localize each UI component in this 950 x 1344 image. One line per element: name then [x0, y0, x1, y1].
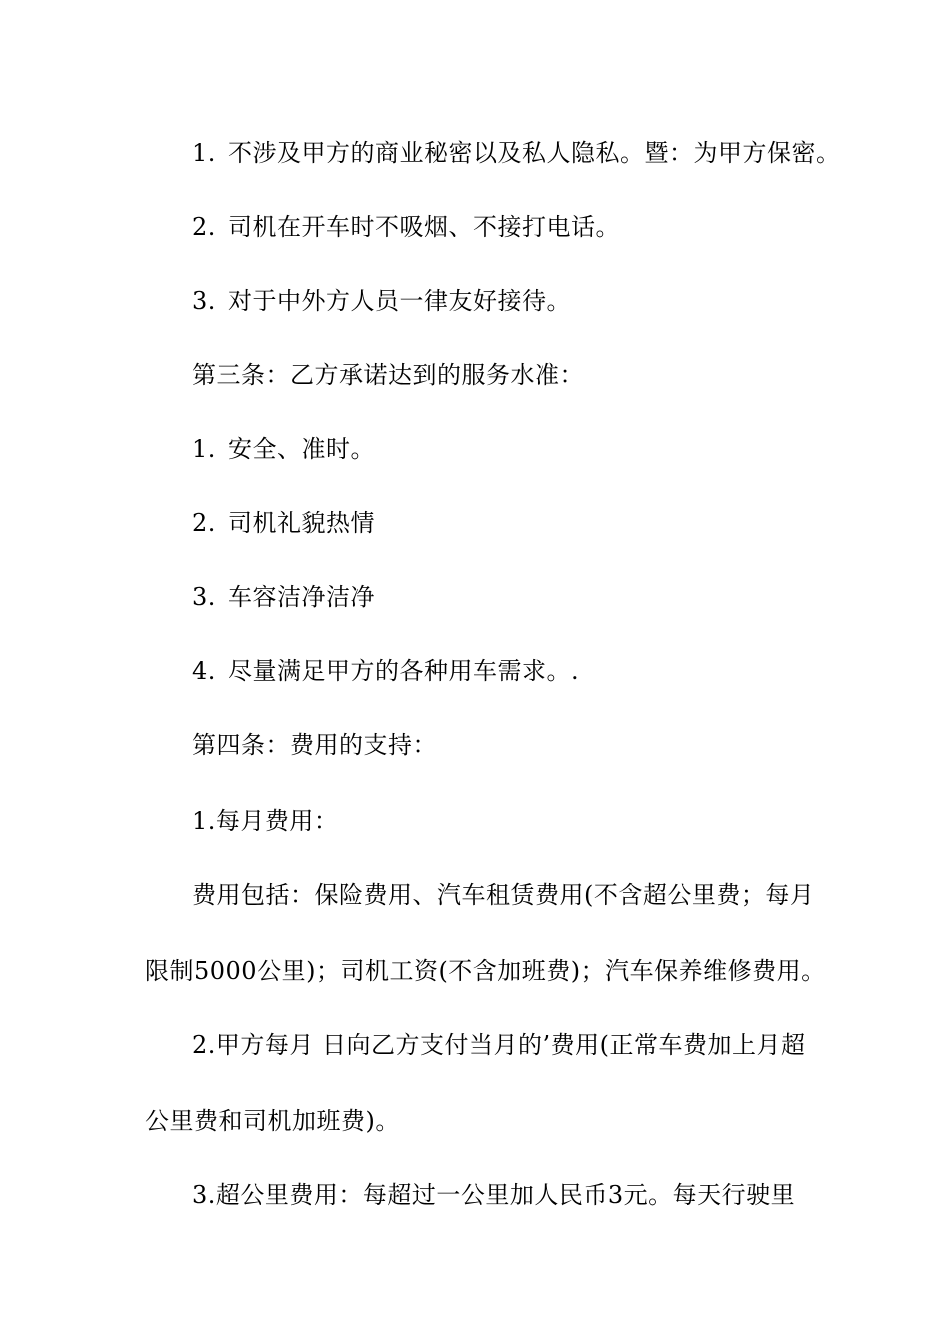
list-item-number: 1.: [192, 139, 216, 167]
list-item-number: 2.: [192, 509, 216, 537]
list-item: [192, 656, 579, 686]
section-heading: 第四条：费用的支持：: [192, 731, 437, 759]
subsection-heading: 1.每月费用：: [192, 807, 339, 835]
list-item: [192, 138, 841, 168]
list-item-number: 4.: [192, 657, 216, 685]
list-item: [192, 508, 375, 538]
list-item-text: 对于中外方人员一律友好接待。: [228, 287, 571, 315]
list-item-text: 车容洁净洁净: [228, 583, 375, 611]
list-item: [192, 286, 571, 316]
section-heading: 第三条：乙方承诺达到的服务水准：: [192, 361, 584, 389]
paragraph-line: 限制5000公里)；司机工资(不含加班费)；汽车保养维修费用。: [145, 957, 826, 985]
list-item-text: 不涉及甲方的商业秘密以及私人隐私。暨：为甲方保密。: [228, 139, 841, 167]
list-item-text: 司机在开车时不吸烟、不接打电话。: [228, 213, 620, 241]
list-item: [192, 434, 375, 464]
list-item-number: 2.: [192, 213, 216, 241]
list-item: [192, 582, 375, 612]
paragraph-line: 3.超公里费用：每超过一公里加人民币3元。每天行驶里: [192, 1181, 796, 1209]
paragraph-line: 费用包括：保险费用、汽车租赁费用(不含超公里费；每月: [192, 881, 815, 909]
list-item-text: 安全、准时。: [228, 435, 375, 463]
list-item-number: 3.: [192, 287, 216, 315]
list-item: [192, 212, 620, 242]
paragraph-line: 2.甲方每月 日向乙方支付当月的’费用(正常车费加上月超: [192, 1031, 806, 1059]
paragraph-line: 公里费和司机加班费)。: [145, 1107, 400, 1135]
list-item-text: 司机礼貌热情: [228, 509, 375, 537]
list-item-text: 尽量满足甲方的各种用车需求。.: [228, 657, 580, 685]
list-item-number: 3.: [192, 583, 216, 611]
list-item-number: 1.: [192, 435, 216, 463]
